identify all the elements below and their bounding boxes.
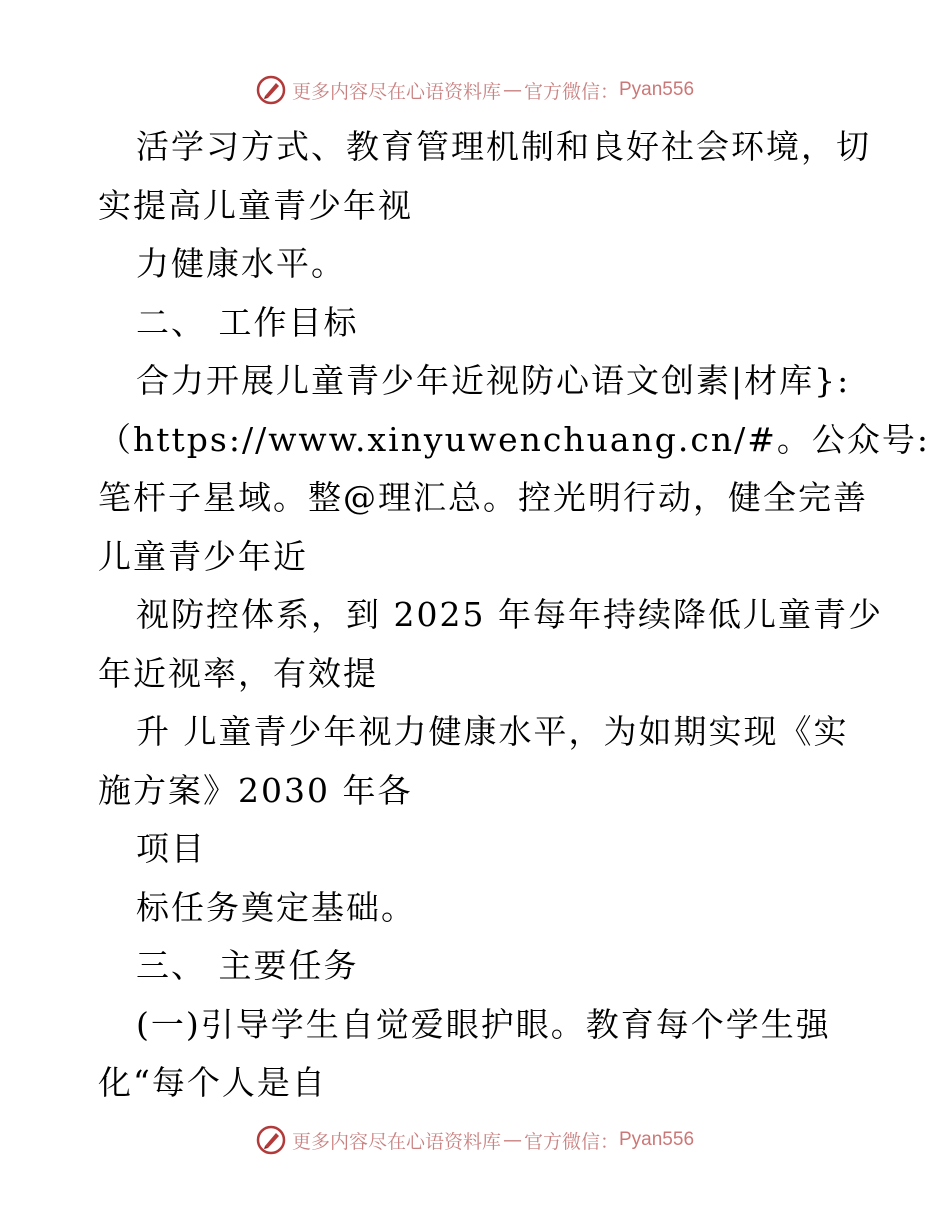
text-line-6: （https://www.xinyuwenchuang.cn/#。公众号: [98, 419, 931, 459]
watermark-wechat-label: 官方微信： [523, 80, 619, 103]
section-heading-2: 二、 工作目标 [136, 302, 359, 342]
watermark-separator: — [502, 79, 522, 101]
text-line-12: 施方案》2030 年各 [98, 770, 413, 810]
text-line-1: 活学习方式、教育管理机制和良好社会环境，切 [136, 127, 871, 166]
text-line-9: 视防控体系，到 2025 年每年持续降低儿童青少 [136, 595, 883, 634]
text-line-8: 儿童青少年近 [98, 536, 308, 576]
watermark-wechat-label: 官方微信： [523, 1130, 619, 1153]
watermark-wechat-id: Pyan556 [619, 1129, 695, 1150]
text-line-7: 笔杆子星域。整@理汇总。控光明行动，健全完善 [98, 478, 868, 517]
document-body [98, 118, 931, 1113]
text-line-3: 力健康水平。 [136, 244, 346, 283]
pen-logo-icon [256, 1125, 286, 1155]
text-line-2: 实提高儿童青少年视 [98, 185, 413, 225]
pen-logo-icon [256, 75, 286, 105]
text-line-5: 合力开展儿童青少年近视防心语文创素|材库}: [136, 361, 851, 400]
section-heading-3: 三、 主要任务 [136, 946, 359, 985]
text-line-16: (一)引导学生自觉爱眼护眼。教育每个学生强 [136, 1004, 831, 1044]
watermark-separator: — [502, 1129, 522, 1151]
footer-watermark [0, 1120, 950, 1160]
header-watermark [0, 70, 950, 110]
watermark-site-name: 更多内容尽在心语资料库 [291, 80, 501, 103]
text-line-11: 升 儿童青少年视力健康水平，为如期实现《实 [136, 712, 849, 751]
text-line-17: 化“每个人是自 [98, 1063, 327, 1102]
text-line-13: 项目 [136, 829, 206, 868]
watermark-wechat-id: Pyan556 [619, 79, 695, 100]
text-line-10: 年近视率，有效提 [98, 653, 378, 693]
text-line-14: 标任务奠定基础。 [136, 887, 416, 927]
watermark-site-name: 更多内容尽在心语资料库 [291, 1130, 501, 1153]
